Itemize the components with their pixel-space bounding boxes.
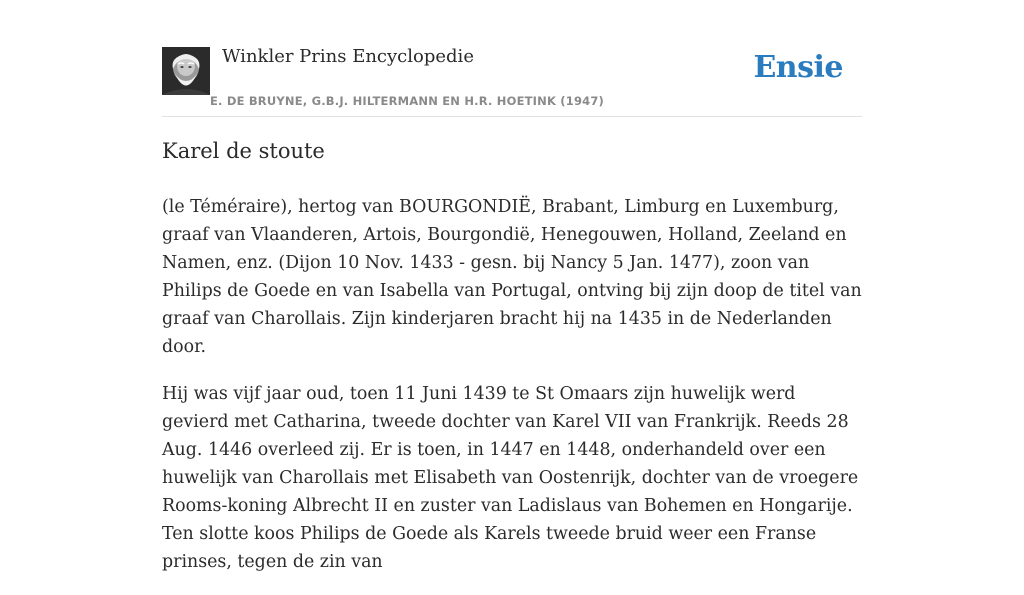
authors-line: E. DE BRUYNE, G.B.J. HILTERMANN EN H.R. HOETINK (1947) [210,94,605,108]
page-container [162,0,862,572]
site-header [162,0,862,117]
article-paragraph: (le Téméraire), hertog van BOURGONDIË, Brabant, Limburg en Luxemburg, graaf van Vlaanderen, Artois, Bourgondië, Henegouwen, Holland, Zeeland en Namen, enz. (Dijon 10 Nov. 1433 - gesn. bij Nancy 5 Jan. 1477), zoon van Philips de Goede en van Isabella van Portugal, ontving bij zijn doop de titel van graaf van Charollais. Zijn kinderjaren bracht hij na 1435 in de Nederlanden door. [162,197,862,357]
article-body [162,193,862,595]
article-paragraph: Hij was vijf jaar oud, toen 11 Juni 1439 te St Omaars zijn huwelijk werd gevierd met Catharina, tweede dochter van Karel VII van Frankrijk. Reeds 28 Aug. 1446 overleed zij. Er is toen, in 1447 en 1448, onderhandeld over een huwelijk van Charollais met Elisabeth van Oostenrijk, dochter van de vroegere Rooms-koning Albrecht II en zuster van Ladislaus van Bohemen en Hongarije. Ten slotte koos Philips de Goede als Karels tweede bruid weer een Franse prinses, tegen de zin van [162,384,859,572]
brand-logo[interactable]: Ensie [753,50,843,85]
portrait-icon [162,47,210,95]
site-title[interactable]: Winkler Prins Encyclopedie [222,46,474,67]
author-avatar[interactable] [162,47,210,95]
article-title: Karel de stoute [162,139,325,163]
